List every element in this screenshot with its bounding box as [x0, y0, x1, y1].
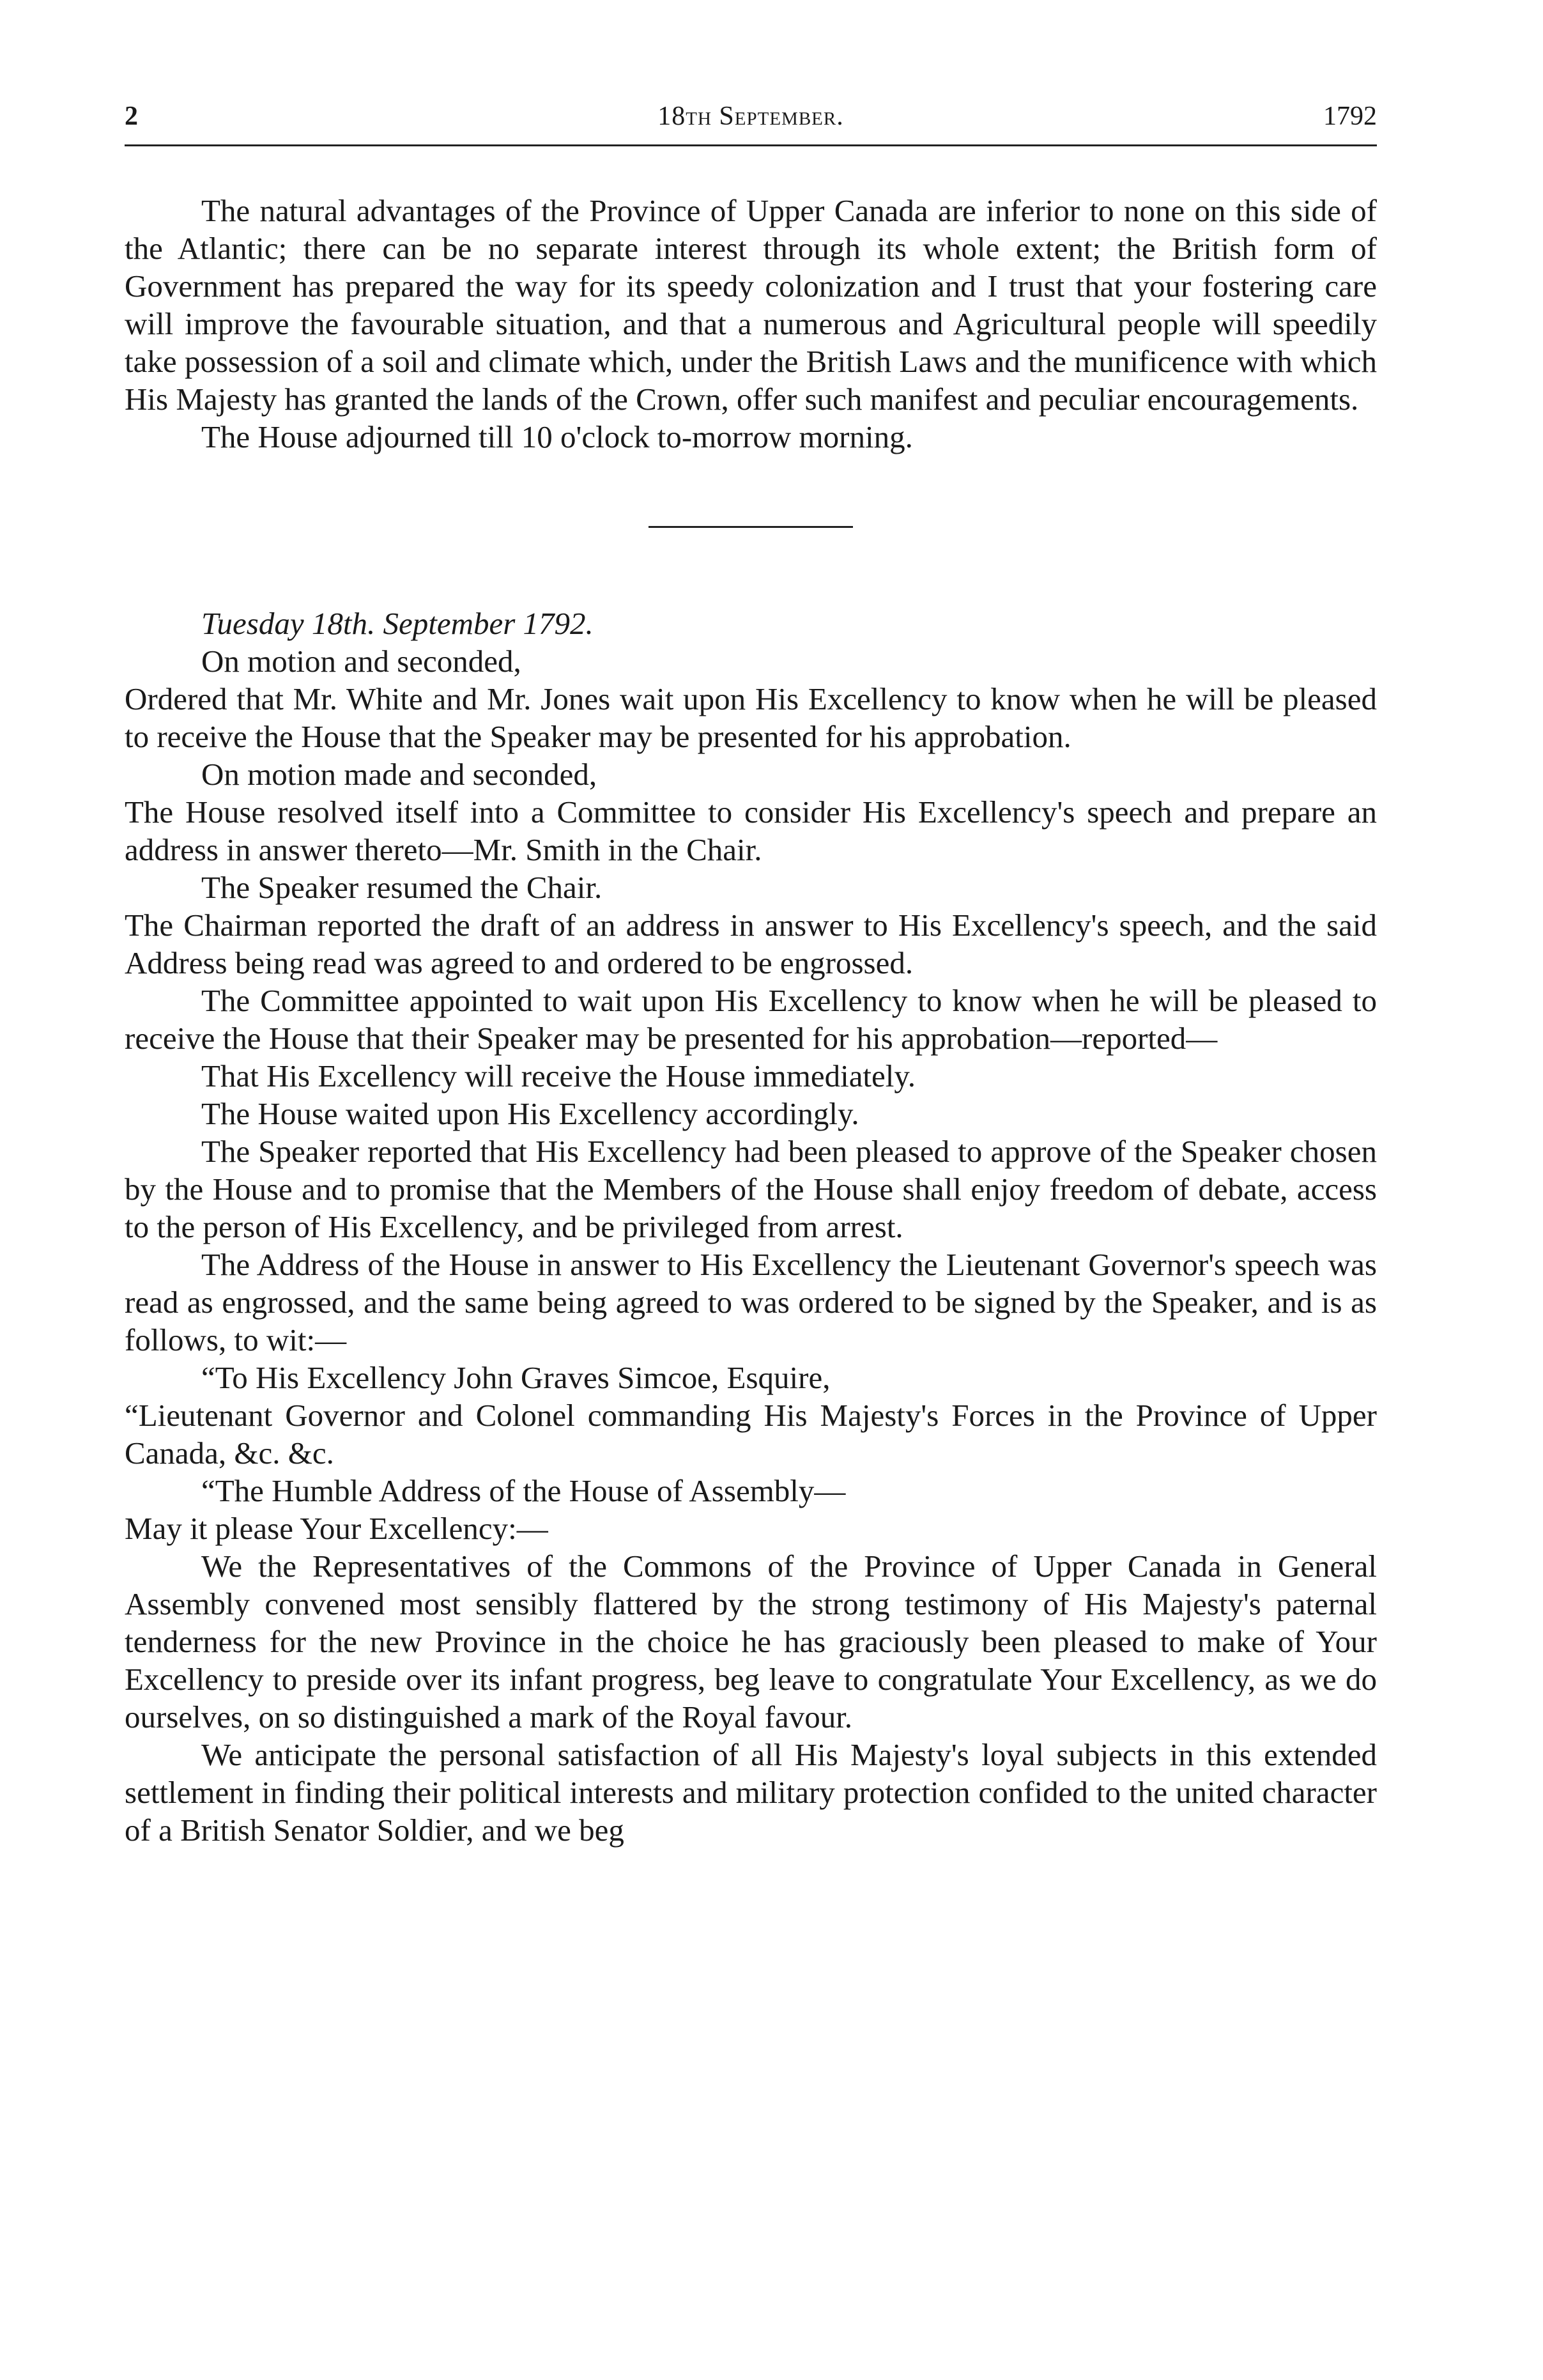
page-number: 2	[125, 102, 138, 131]
speaker-resumed-line: The Speaker resumed the Chair.	[201, 870, 603, 905]
waited-line: The House waited upon His Excellency accordingly.	[201, 1096, 859, 1131]
address-opening: May it please Your Excellency:—	[125, 1511, 548, 1546]
document-page	[125, 0, 1377, 2380]
header-rule	[125, 144, 1377, 146]
motion-line: On motion and seconded,	[201, 644, 521, 679]
address-salutation-title: “Lieutenant Governor and Colonel commanding His Majesty's Forces in the Province of Upper Canada, &c. &c.	[125, 1398, 1377, 1471]
session-date: Tuesday 18th. September 1792.	[201, 606, 594, 641]
header-year: 1792	[1323, 102, 1377, 131]
address-salutation: “To His Excellency John Graves Simcoe, Esquire,	[201, 1360, 831, 1395]
address-heading: “The Humble Address of the House of Assembly—	[201, 1473, 846, 1508]
section-divider	[649, 526, 853, 528]
adjournment-line: The House adjourned till 10 o'clock to-morrow morning.	[201, 419, 913, 454]
chairman-report-paragraph: The Chairman reported the draft of an address in answer to His Excellency's speech, and the said Address being read was agreed to and ordered to be engrossed.	[125, 908, 1377, 980]
speaker-report-paragraph: The Speaker reported that His Excellency had been pleased to approve of the Speaker chosen by the House and to promise that the Members of the House shall enjoy freedom of debate, access to the person of His Excellency, and be privileged from arrest.	[125, 1134, 1377, 1244]
receive-line: That His Excellency will receive the House immediately.	[201, 1058, 916, 1093]
address-paragraph: We the Representatives of the Commons of the Province of Upper Canada in General Assembly convened most sensibly flattered by the strong testimony of His Majesty's paternal tenderness for the new Province in the choice he has graciously been pleased to make of Your Excellency to preside over its infant progress, beg leave to congratulate Your Excellency, as we do ourselves, on so distinguished a mark of the Royal favour.	[125, 1549, 1377, 1735]
order-paragraph: Ordered that Mr. White and Mr. Jones wait upon His Excellency to know when he will be pleased to receive the House that the Speaker may be presented for his approbation.	[125, 681, 1377, 754]
address-read-paragraph: The Address of the House in answer to His Excellency the Lieutenant Governor's speech was read as engrossed, and the same being agreed to was ordered to be signed by the Speaker, and is as follows, to wit:—	[125, 1247, 1377, 1357]
opening-paragraph: The natural advantages of the Province of Upper Canada are inferior to none on this side of the Atlantic; there can be no separate interest through its whole extent; the British form of Government has prepared the way for its speedy colonization and I trust that your fostering care will improve the favourable situation, and that a numerous and Agricultural people will speedily take possession of a soil and climate which, under the British Laws and the munificence with which His Majesty has granted the lands of the Crown, offer such manifest and peculiar encouragements.	[125, 193, 1377, 417]
address-paragraph: We anticipate the personal satisfaction of all His Majesty's loyal subjects in this extended settlement in finding their political interests and military protection confided to the united character of a British Senator Soldier, and we beg	[125, 1737, 1377, 1848]
committee-report-paragraph: The Committee appointed to wait upon His Excellency to know when he will be pleased to receive the House that their Speaker may be presented for his approbation—reported—	[125, 983, 1377, 1056]
page-header	[125, 83, 1377, 134]
motion-line: On motion made and seconded,	[201, 757, 597, 792]
committee-paragraph: The House resolved itself into a Committee to consider His Excellency's speech and prepare an address in answer thereto—Mr. Smith in the Chair.	[125, 794, 1377, 867]
running-title: 18th September.	[657, 102, 844, 131]
page-body	[125, 192, 1377, 1849]
